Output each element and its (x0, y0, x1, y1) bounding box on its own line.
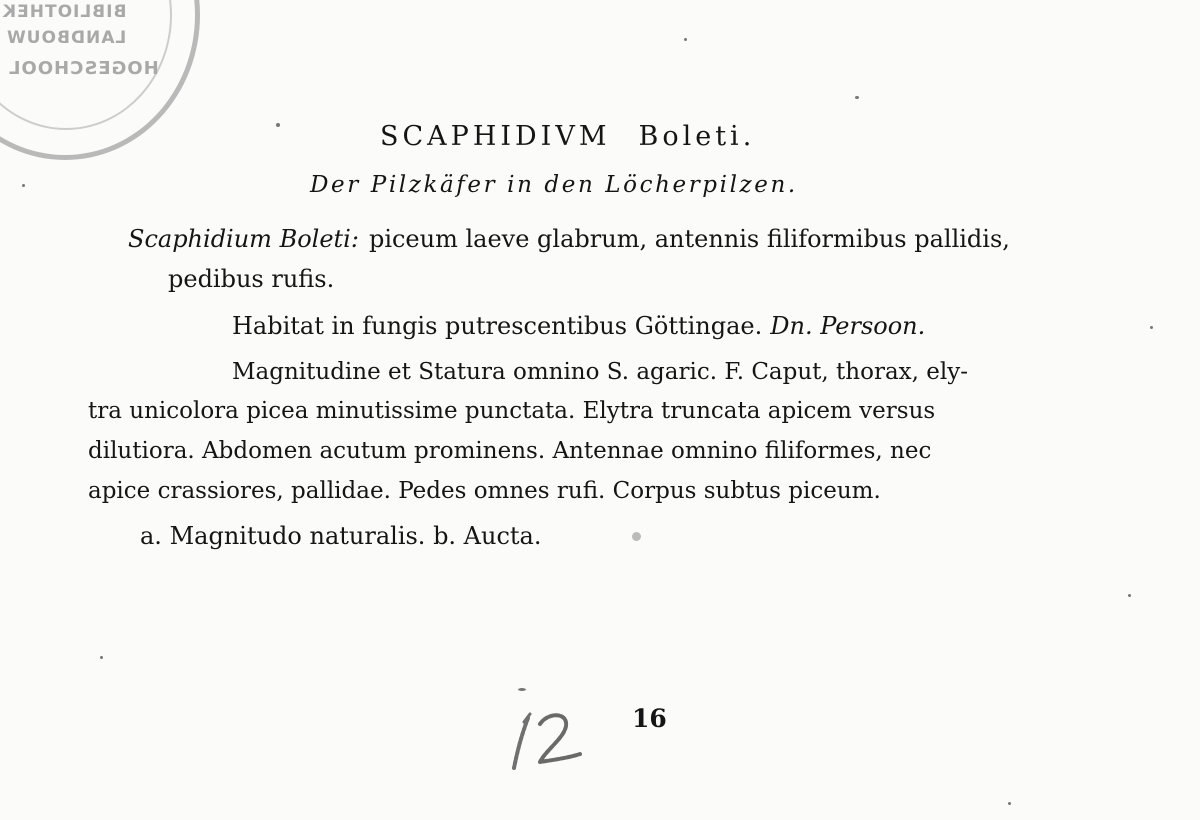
title-genus: SCAPHIDIVM (380, 121, 611, 152)
paper-speck (1128, 594, 1131, 597)
paper-speck (100, 656, 103, 659)
description-line: tra unicolora picea minutissime punctata. Elytra truncata apicem versus (88, 398, 936, 424)
stamp-line-3: HOGESCHOOL (8, 58, 159, 79)
page-subtitle: Der Pilzkäfer in den Löcherpilzen. (310, 172, 798, 198)
diagnosis-text-1: piceum laeve glabrum, antennis filiformibus pallidis, (368, 225, 1010, 253)
diagnosis-species-name: Scaphidium Boleti: (128, 225, 359, 253)
habitat-text: Habitat in fungis putrescentibus Göttingae. (232, 312, 763, 340)
paper-speck (684, 38, 687, 41)
paper-speck (276, 123, 280, 127)
figure-legend: a. Magnitudo naturalis. b. Aucta. (140, 522, 542, 550)
description-line: dilutiora. Abdomen acutum prominens. Antennae omnino filiformes, nec (88, 438, 932, 464)
paper-speck (518, 688, 526, 691)
habitat-line (232, 311, 925, 341)
description-line: Magnitudine et Statura omnino S. agaric. F. Caput, thorax, ely- (232, 359, 968, 385)
page-number: 16 (632, 704, 667, 733)
paper-speck (855, 96, 859, 99)
diagnosis-line-2: pedibus rufis. (168, 265, 335, 293)
paper-speck (632, 532, 641, 541)
paper-speck (1150, 326, 1153, 329)
description-line: apice crassiores, pallidae. Pedes omnes rufi. Corpus subtus piceum. (88, 478, 881, 504)
handwritten-number (506, 704, 586, 776)
stamp-line-1: BIBLIOTHEK (2, 2, 127, 22)
stamp-line-2: LANDBOUW (6, 28, 127, 48)
title-species: Boleti. (638, 121, 756, 152)
paper-speck (22, 184, 25, 187)
habitat-collector: Dn. Persoon. (770, 312, 926, 340)
page-title (380, 122, 755, 152)
paper-speck (1008, 802, 1011, 805)
diagnosis-line-1 (128, 224, 1010, 254)
